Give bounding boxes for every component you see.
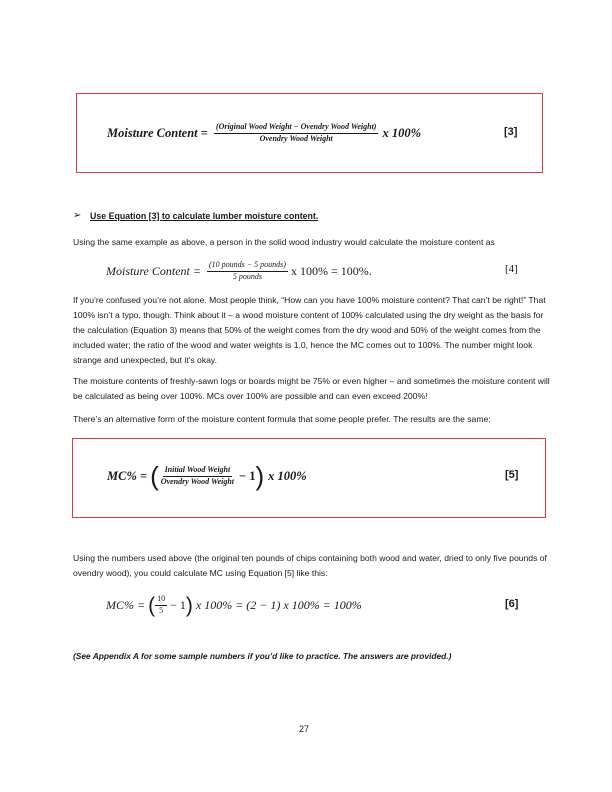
- equation-5-fraction: [159, 466, 236, 486]
- equation-3-tag: [3]: [504, 126, 518, 138]
- section-heading: Use Equation [3] to calculate lumber moisture content.: [90, 211, 319, 221]
- equation-6-tag: [6]: [505, 598, 519, 610]
- equation-5-numerator: Initial Wood Weight: [163, 466, 233, 476]
- equation-5-denominator: Ovendry Wood Weight: [160, 476, 234, 486]
- equation-5-close-paren: ): [255, 461, 265, 491]
- equation-5-tag: [5]: [505, 469, 519, 481]
- equation-4-numerator: (10 pounds − 5 pounds): [207, 261, 288, 271]
- equation-3-fraction: [214, 123, 379, 143]
- equation-4-tag: [4]: [505, 263, 518, 275]
- equation-4-denominator: 5 pounds: [232, 271, 263, 281]
- paragraph-confused: If you’re confused you’re not alone. Most people think, “How can you have 100% moisture content? That can’t be right!” That 100% isn’t a typo, though. Think about it – a wood moisture content of 100% calculated using the dry weight as the basis for the calculation (Equation 3) means that 50% of the weight comes from the dry wood and 50% of the weight comes from the included water; the ratio of the wood and water weights is 1.0, hence the MC comes out to 100%. The number might look strange and unexpected, but it’s okay.: [73, 295, 546, 365]
- equation-3: [107, 119, 421, 147]
- equation-6-denominator: 5: [159, 605, 164, 615]
- equation-6-close-paren: ): [185, 593, 193, 617]
- intro-sentence: Using the same example as above, a person in the solid wood industry would calculate the moisture content as: [73, 237, 495, 247]
- equation-4: [106, 256, 372, 286]
- equation-5-minus-one: − 1: [238, 468, 256, 483]
- equation-6-minus-one: − 1: [170, 597, 186, 612]
- equation-3-multiplier: x 100%: [382, 125, 422, 140]
- paragraph-moisture-contents: The moisture contents of freshly-sawn logs or boards might be 75% or even higher – and sometimes the moisture content will be calculated as being over 100%. MCs over 100% are possible and can even exceed 200%!: [73, 376, 550, 401]
- equation-4-fraction: [207, 261, 288, 281]
- page-number: 27: [299, 724, 310, 734]
- equation-5-multiplier: x 100%: [268, 468, 307, 483]
- equation-3-lhs: Moisture Content =: [107, 125, 208, 140]
- equation-4-lhs: Moisture Content =: [106, 263, 201, 278]
- paragraph-alternative-form: There’s an alternative form of the moisture content formula that some people prefer. The results are the same:: [73, 414, 491, 424]
- appendix-note: (See Appendix A for some sample numbers if you’d like to practice. The answers are provided.): [73, 651, 452, 661]
- equation-6-numerator: 10: [155, 595, 167, 605]
- equation-6-fraction: [155, 595, 167, 615]
- equation-4-rhs: x 100% = 100%.: [290, 263, 372, 278]
- equation-6-rhs: x 100% = (2 − 1) x 100% = 100%: [195, 597, 362, 612]
- equation-5-open-paren: (: [150, 461, 159, 491]
- equation-5: [107, 460, 307, 492]
- equation-6-open-paren: (: [148, 593, 156, 617]
- equation-6: [106, 591, 362, 619]
- equation-5-lhs: MC% =: [107, 468, 148, 483]
- bullet-arrow-icon: ➢: [73, 210, 82, 221]
- equation-3-denominator: Ovendry Wood Weight: [259, 133, 333, 143]
- equation-6-lhs: MC% =: [106, 597, 146, 612]
- paragraph-numbers-used: Using the numbers used above (the original ten pounds of chips containing both wood and water, dried to only five pounds of ovendry wood), you could calculate MC using Equation [5] like this:: [73, 553, 547, 578]
- equation-3-numerator: (Original Wood Weight − Ovendry Wood Weight): [214, 123, 379, 133]
